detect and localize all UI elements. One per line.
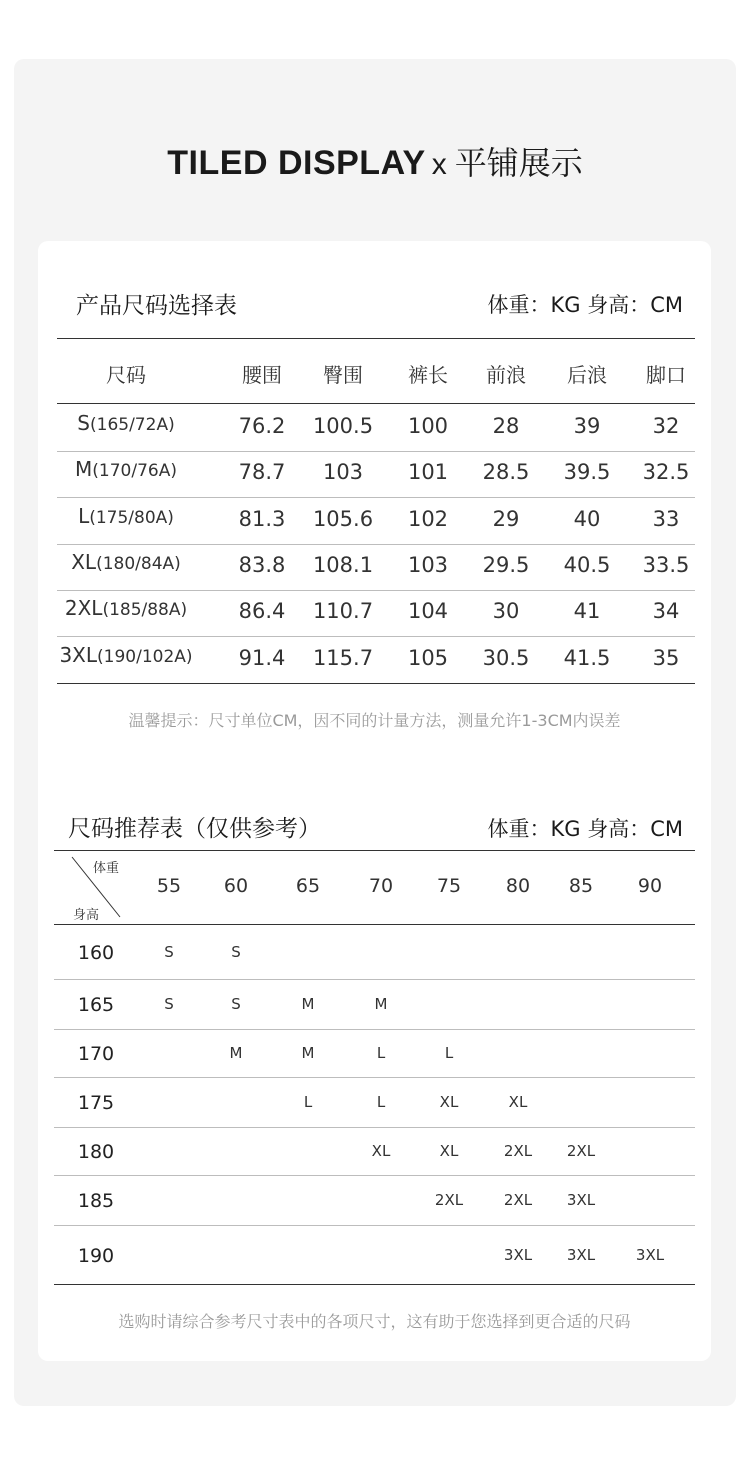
size-table-header-rule	[57, 403, 695, 404]
size-table-cell: 104	[407, 599, 449, 624]
size-table-row-rule	[57, 590, 695, 591]
rec-weight-header: 60	[223, 875, 249, 897]
rec-size-cell: L	[376, 1093, 386, 1111]
hero-title-cn: 平铺展示	[454, 144, 583, 182]
size-code: XL	[71, 549, 97, 574]
size-table-cell: 33	[652, 506, 680, 531]
size-code: L	[78, 503, 90, 528]
rec-table-row-rule	[54, 1127, 695, 1128]
size-table-cell: 101	[407, 460, 449, 485]
size-table-header: 裤长	[408, 363, 448, 387]
rec-size-cell: S	[164, 995, 174, 1013]
rec-size-cell: L	[376, 1044, 386, 1062]
rec-table-row-rule	[54, 1284, 695, 1285]
rec-table-row-rule	[54, 979, 695, 980]
size-table-header: 臀围	[323, 363, 363, 387]
size-row-label	[75, 457, 177, 481]
size-row-label	[59, 643, 192, 667]
size-code: 2XL	[64, 596, 103, 621]
rec-weight-header: 85	[568, 875, 594, 897]
size-spec: (170/76A)	[92, 461, 177, 482]
rec-size-cell: 2XL	[503, 1191, 533, 1209]
rec-size-cell: M	[229, 1044, 243, 1062]
rec-size-cell: 2XL	[566, 1142, 596, 1160]
rec-height-value: 170	[77, 1043, 115, 1065]
size-table-row-rule	[57, 636, 695, 637]
size-table-cell: 29.5	[482, 552, 530, 577]
rec-size-cell: M	[301, 1044, 315, 1062]
size-table-header: 脚口	[646, 363, 686, 387]
size-table-cell: 28.5	[482, 460, 530, 485]
size-table-header: 尺码	[106, 363, 146, 387]
rec-table-row-rule	[54, 1225, 695, 1226]
size-spec: (185/88A)	[102, 600, 188, 621]
rec-size-cell: L	[303, 1093, 313, 1111]
size-row-label	[77, 411, 174, 435]
rec-height-value: 190	[77, 1244, 115, 1267]
hero-title	[0, 140, 750, 186]
rec-size-cell: M	[301, 995, 315, 1013]
size-table-cell: 115.7	[312, 645, 374, 670]
rec-size-cell: 3XL	[566, 1191, 596, 1209]
rec-height-value: 180	[77, 1141, 115, 1163]
rec-height-value: 175	[77, 1092, 115, 1114]
size-spec: (175/80A)	[89, 507, 174, 528]
size-table-row-rule	[57, 683, 695, 684]
size-table-cell: 103	[322, 460, 364, 485]
size-table-cell: 81.3	[238, 506, 286, 531]
size-table-cell: 32.5	[642, 460, 690, 485]
size-table-cell: 39.5	[563, 460, 611, 485]
rec-weight-header: 75	[436, 875, 462, 897]
rec-size-cell: XL	[439, 1093, 459, 1111]
rec-table-row-rule	[54, 1029, 695, 1030]
size-table-cell: 40.5	[563, 552, 611, 577]
hero-title-x: x	[431, 148, 447, 181]
rec-size-cell: 3XL	[635, 1245, 665, 1264]
rec-table-units: 体重：KG 身高：CM	[487, 817, 683, 841]
size-table-cell: 30	[492, 599, 520, 624]
size-card	[38, 241, 711, 1361]
rec-size-cell: XL	[508, 1093, 528, 1111]
hero-title-en: TILED DISPLAY	[167, 144, 426, 182]
size-table-units: 体重：KG 身高：CM	[487, 293, 683, 317]
rec-weight-header: 55	[156, 875, 182, 897]
rec-size-cell: XL	[439, 1142, 459, 1160]
size-table-cell: 28	[492, 414, 520, 438]
size-code: S	[77, 411, 90, 435]
size-table-cell: 110.7	[312, 599, 374, 624]
rec-diagonal-line	[70, 855, 124, 919]
size-spec: (190/102A)	[97, 646, 193, 667]
size-code: M	[75, 457, 93, 482]
size-table-cell: 105	[407, 645, 449, 670]
size-table-cell: 100.5	[312, 414, 374, 438]
rec-weight-label: 体重	[93, 861, 120, 876]
size-table-header: 腰围	[242, 363, 282, 387]
size-row-label	[71, 550, 181, 574]
size-table-cell: 33.5	[642, 552, 690, 577]
rec-table-top-rule	[54, 850, 695, 851]
size-table-row-rule	[57, 451, 695, 452]
rec-size-cell: 3XL	[503, 1245, 533, 1264]
rec-table-row-rule	[54, 1077, 695, 1078]
rec-size-cell: S	[164, 942, 174, 961]
rec-size-cell: M	[374, 995, 388, 1013]
size-table-cell: 105.6	[312, 506, 374, 531]
rec-height-value: 160	[77, 941, 115, 964]
size-row-label	[65, 596, 187, 620]
rec-height-value: 165	[77, 994, 115, 1016]
rec-size-cell: S	[231, 942, 241, 961]
size-table-row-rule	[57, 497, 695, 498]
size-table-cell: 108.1	[312, 552, 374, 577]
rec-size-cell: XL	[371, 1142, 391, 1160]
size-table-header: 后浪	[567, 363, 607, 387]
rec-weight-header: 65	[295, 875, 321, 897]
rec-size-cell: S	[231, 995, 241, 1013]
rec-size-cell: 2XL	[434, 1191, 464, 1209]
size-spec: (180/84A)	[96, 553, 181, 574]
rec-table-row-rule	[54, 1175, 695, 1176]
size-table-note: 温馨提示：尺寸单位CM，因不同的计量方法，测量允许1-3CM内误差	[128, 711, 621, 730]
size-table-cell: 102	[407, 506, 449, 531]
rec-size-cell: 3XL	[566, 1245, 596, 1264]
rec-weight-header: 90	[637, 875, 663, 897]
size-table-cell: 41.5	[563, 645, 611, 670]
size-table-cell: 100	[407, 414, 449, 438]
size-table-cell: 76.2	[238, 414, 286, 438]
size-table-cell: 40	[573, 506, 601, 531]
size-code: 3XL	[59, 642, 98, 667]
size-table-top-rule	[57, 338, 695, 339]
size-table-title: 产品尺码选择表	[76, 293, 237, 319]
size-table-cell: 34	[652, 599, 680, 624]
size-table-cell: 32	[652, 414, 680, 438]
size-row-label	[78, 504, 174, 528]
size-spec: (165/72A)	[90, 415, 175, 435]
rec-weight-header: 80	[505, 875, 531, 897]
size-table-cell: 41	[573, 599, 601, 624]
rec-weight-header: 70	[368, 875, 394, 897]
size-table-cell: 83.8	[238, 552, 286, 577]
size-table-header: 前浪	[486, 363, 526, 387]
size-table-cell: 103	[407, 552, 449, 577]
size-table-cell: 30.5	[482, 645, 530, 670]
rec-size-cell: L	[444, 1044, 454, 1062]
rec-table-title: 尺码推荐表（仅供参考）	[68, 816, 321, 842]
size-table-row-rule	[57, 544, 695, 545]
size-table-cell: 86.4	[238, 599, 286, 624]
size-table-cell: 29	[492, 506, 520, 531]
rec-table-header-rule	[54, 924, 695, 925]
rec-height-value: 185	[77, 1190, 115, 1212]
rec-size-cell: 2XL	[503, 1142, 533, 1160]
rec-table-note: 选购时请综合参考尺寸表中的各项尺寸，这有助于您选择到更合适的尺码	[118, 1312, 631, 1331]
rec-height-label: 身高	[73, 908, 100, 923]
size-table-cell: 91.4	[238, 645, 286, 670]
size-table-cell: 39	[573, 414, 601, 438]
size-table-cell: 78.7	[238, 460, 286, 485]
size-table-cell: 35	[652, 645, 680, 670]
